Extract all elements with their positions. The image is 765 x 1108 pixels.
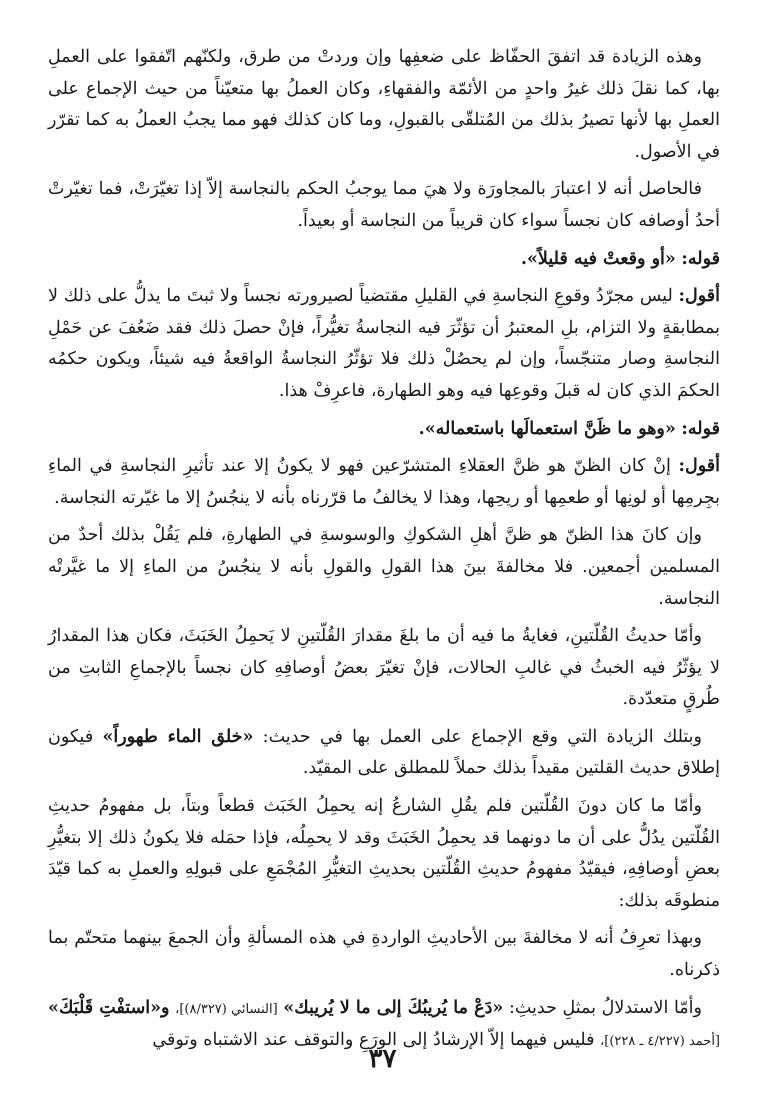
- paragraph-6: وأمّا حديثُ القُلّتينِ، فغايةُ ما فيه أن ما بلغَ مقدارَ القُلّتينِ لا يَحمِلُ الخَبَثَ، فكان هذا المقدارُ لا يؤثّرُ فيه الخبثُ في غالبِ الحالات، فإنْ تغيّرَ بعضُ أوصافِهِ كان نجساً بالإجماعِ الثابتِ من طُرقٍ متعدّدة.: [48, 626, 720, 710]
- quote-heading-2: قوله: «وهو ما ظَنَّ استعمالَها باستعماله».: [418, 418, 720, 439]
- paragraph-3: أقول: ليس مجرّدُ وقوعِ النجاسةِ في القليلِ مقتضياً لصيرورته نجساً ولا ثبتَ ما يدلُّ على ذلك لا بمطابقةٍ ولا التزام، بلِ المعتبرُ أن تؤثّرَ فيه النجاسةُ تغيُّراً، فإنْ حصلَ ذلك فقد ضَعُفَ عن حَمْلِ النجاسةِ وصار متنجّساً، وإن لم يحصُلْ ذلك فلا تؤثّرُ النجاسةُ الواقعةُ فيه شيئاً، ويكون حكمُه الحكمَ الذي كان له قبلَ وقوعِها فيه وهو الطهارة، فاعرِفْ هذا.: [48, 286, 720, 401]
- paragraph-10: وأمّا الاستدلالُ بمثلِ حديثِ: «دَعْ ما يُريبُكَ إلى ما لا يُريبك» [النسائي (٨/٣٢٧)]، و«استفْتِ قَلْبَكَ» [أحمد (٤/٢٢٧ ـ ٢٢٨)]، فليس فيهما إلاّ الإرشادُ إلى الورَعِ والتوقف عند الاشتباه وتوقي: [48, 997, 720, 1051]
- paragraph-1: وهذه الزيادة قد اتفقَ الحفّاظ على ضعفِها وإن وردتْ من طرق، ولكنّهم اتّفقوا على العملِ بها، كما نقلَ ذلك غيرُ واحدٍ من الأئمّة والفقهاءِ، وكان العملُ بها متعيّناً من حيث الإجماع على العملِ بها لأنها تصيرُ بذلك من المُتلقّى بالقبولِ، وما كان كذلك فهو مما يجبُ العملُ به كما تقرّر في الأصول.: [48, 47, 720, 162]
- paragraph-2: فالحاصل أنه لا اعتبارَ بالمجاورَة ولا هيَ مما يوجبُ الحكم بالنجاسة إلاّ إذا تغيّرَتْ، فما تغيّرتْ أحدُ أوصافه كان نجساً سواء كان قريباً من النجاسة أو بعيداً.: [48, 179, 720, 231]
- paragraph-8: وأمّا ما كان دونَ القُلّتين فلم يقُلِ الشارعُ إنه يحمِلُ الخَبَث قطعاً وبتاً، بل مفهومُ حديثِ القُلّتين يدُلُّ على أن ما دونهما قد يحمِلُ الخَبَثَ وقد لا يحمِلُه، فإذا حمَله فلا يكونُ ذلك إلا بتغيُّرِ بعضِ أوصافِهِ، فيقيّدُ مفهومُ حديثِ القُلّتين بحديثِ التغيُّرِ المُجْمَعِ على قبولِهِ والعملِ به كما قيّدَ منطوقَه بذلك:: [48, 796, 720, 911]
- paragraph-7: وبتلك الزيادة التي وقع الإجماع على العمل بها في حديث: «خلق الماء طهوراً» فيكون إطلاق حديث القلتين مقيداً بذلك حملاً للمطلق على المقيّد.: [48, 726, 720, 779]
- quote-heading-1: قوله: «أو وقعتْ فيه قليلاً».: [520, 248, 720, 269]
- paragraph-9: وبهذا تعرِفُ أنه لا مخالفةَ بين الأحاديثِ الواردةِ في هذه المسألةِ وأن الجمعَ بينهما متحتّم بما ذكرناه.: [48, 928, 720, 981]
- paragraph-5: وإن كانَ هذا الظنّ هو ظنَّ أهلِ الشكوكِ والوسوسةِ في الطهارةِ، فلم يَقُلْ بذلك أحدٌ من المسلمين أجمعين. فلا مخالفةَ بينَ هذا القولِ والقولِ بأنه لا ينجُسُ من الماءِ إلا ما غيَّرتْه النجاسة.: [48, 525, 720, 609]
- page-body: [48, 42, 720, 1064]
- paragraph-4: أقول: إنْ كان الظنّ هو ظنَّ العقلاءِ المتشرّعين فهو لا يكونُ إلا عند تأثيرِ النجاسةِ في الماءِ بجِرمِها أو لونِها أو طعمِها أو ريحِها، وهذا لا يخالفُ ما قرّرناه بأنه لا ينجُسُ إلا ما غيّرته النجاسة.: [48, 456, 720, 508]
- page-number: ٣٧: [368, 1044, 397, 1074]
